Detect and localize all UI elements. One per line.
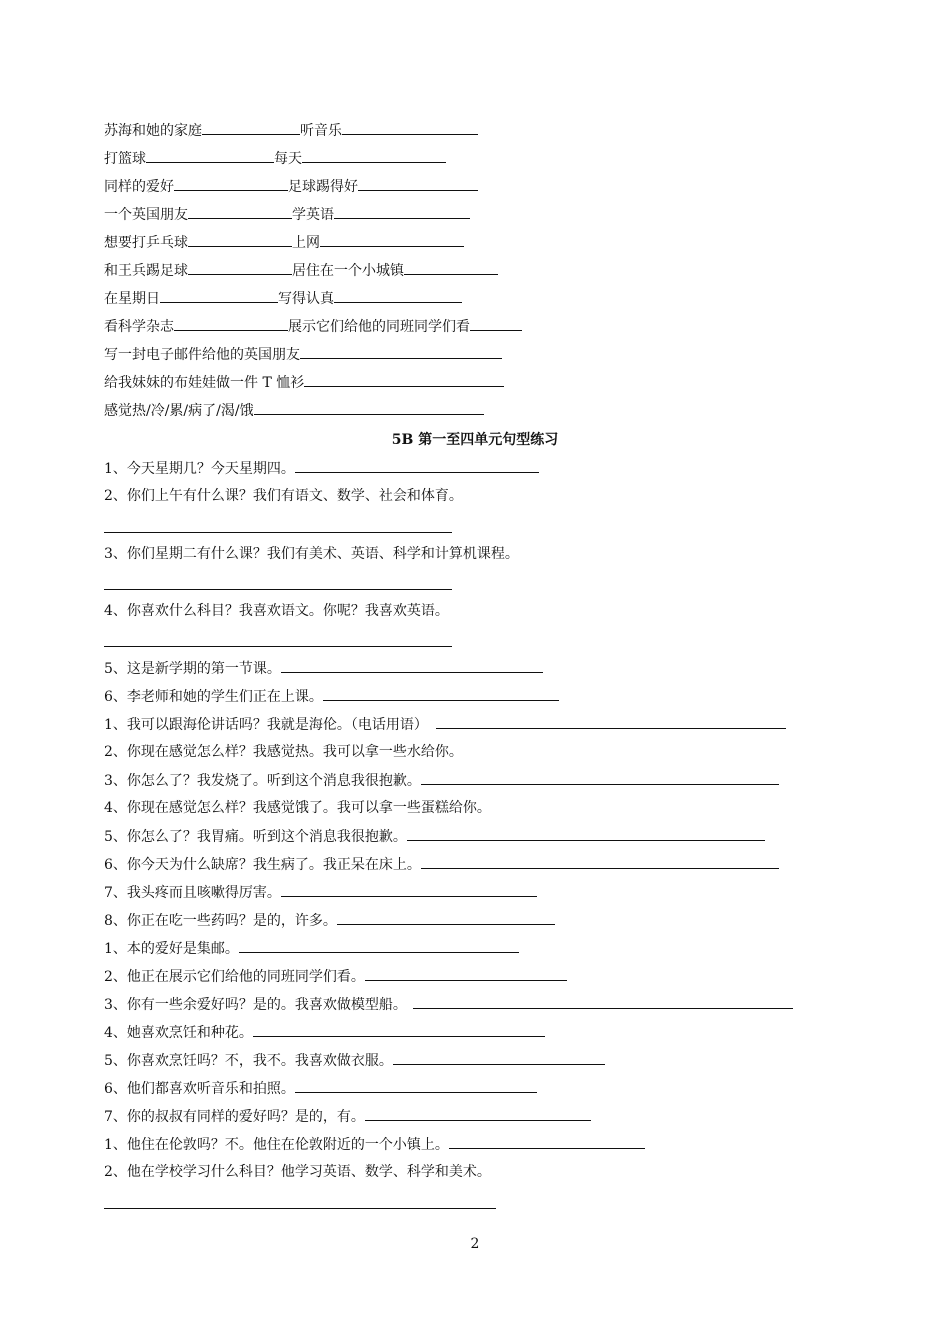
sentence-item xyxy=(104,994,793,1015)
answer-blank[interactable] xyxy=(295,1078,537,1093)
answer-blank[interactable] xyxy=(146,148,274,163)
sentence-text: 1、我可以跟海伦讲话吗？我就是海伦。（电话用语） xyxy=(104,717,428,733)
answer-blank[interactable] xyxy=(320,232,464,247)
answer-blank[interactable] xyxy=(300,344,502,359)
phrase-text: 居住在一个小城镇 xyxy=(292,263,404,279)
phrase-row xyxy=(104,204,470,225)
phrase-text: 上网 xyxy=(292,235,320,251)
sentence-text: 5、你怎么了？我胃痛。听到这个消息我很抱歉。 xyxy=(104,829,407,845)
sentence-text: 6、你今天为什么缺席？我生病了。我正呆在床上。 xyxy=(104,857,421,873)
phrase-text: 和王兵踢足球 xyxy=(104,263,188,279)
sentence-text: 2、他在学校学习什么科目？他学习英语、数学、科学和美术。 xyxy=(104,1164,491,1180)
sentence-item xyxy=(104,658,543,679)
answer-blank[interactable] xyxy=(358,176,478,191)
sentence-text: 7、我头疼而且咳嗽得厉害。 xyxy=(104,885,281,901)
sentence-item xyxy=(104,742,463,762)
answer-line[interactable] xyxy=(104,589,452,590)
answer-blank[interactable] xyxy=(323,686,559,701)
answer-blank[interactable] xyxy=(174,316,288,331)
phrase-row xyxy=(104,148,446,169)
sentence-text: 3、你有一些余爱好吗？是的。我喜欢做模型船。 xyxy=(104,997,407,1013)
sentence-text: 1、本的爱好是集邮。 xyxy=(104,941,239,957)
sentence-item xyxy=(104,770,779,791)
answer-blank[interactable] xyxy=(302,148,446,163)
sentence-item xyxy=(104,544,519,564)
answer-blank[interactable] xyxy=(188,260,292,275)
sentence-text: 3、你们星期二有什么课？我们有美术、英语、科学和计算机课程。 xyxy=(104,546,519,562)
sentence-text: 6、李老师和她的学生们正在上课。 xyxy=(104,689,323,705)
sentence-item xyxy=(104,1162,491,1182)
phrase-text: 每天 xyxy=(274,151,302,167)
phrase-text: 听音乐 xyxy=(300,123,342,139)
answer-blank[interactable] xyxy=(174,176,288,191)
phrase-row xyxy=(104,344,502,365)
answer-blank[interactable] xyxy=(334,288,462,303)
phrase-text: 看科学杂志 xyxy=(104,319,174,335)
sentence-text: 2、你现在感觉怎么样？我感觉热。我可以拿一些水给你。 xyxy=(104,744,463,760)
sentence-item xyxy=(104,601,449,621)
answer-blank[interactable] xyxy=(239,938,519,953)
sentence-text: 8、你正在吃一些药吗？是的，许多。 xyxy=(104,913,337,929)
phrase-row xyxy=(104,372,504,393)
answer-blank[interactable] xyxy=(281,658,543,673)
answer-blank[interactable] xyxy=(295,458,539,473)
answer-blank[interactable] xyxy=(470,316,522,331)
sentence-text: 5、你喜欢烹饪吗？不，我不。我喜欢做衣服。 xyxy=(104,1053,393,1069)
sentence-item xyxy=(104,938,519,959)
section-title: 5B 第一至四单元句型练习 xyxy=(391,432,559,448)
phrase-row xyxy=(104,260,498,281)
phrase-row xyxy=(104,120,478,141)
sentence-item xyxy=(104,966,567,987)
answer-blank[interactable] xyxy=(253,1022,545,1037)
phrase-row xyxy=(104,176,478,197)
sentence-item xyxy=(104,798,491,818)
answer-blank[interactable] xyxy=(421,770,779,785)
answer-blank[interactable] xyxy=(436,714,786,729)
sentence-item xyxy=(104,854,779,875)
answer-blank[interactable] xyxy=(449,1134,645,1149)
sentence-item xyxy=(104,910,555,931)
sentence-item xyxy=(104,1134,645,1155)
answer-blank[interactable] xyxy=(188,204,292,219)
phrase-text: 想要打乒乓球 xyxy=(104,235,188,251)
sentence-item xyxy=(104,1106,591,1127)
sentence-item xyxy=(104,458,539,479)
answer-blank[interactable] xyxy=(342,120,478,135)
sentence-item xyxy=(104,1078,537,1099)
sentence-item xyxy=(104,486,463,506)
sentence-item xyxy=(104,686,559,707)
answer-blank[interactable] xyxy=(421,854,779,869)
sentence-item xyxy=(104,882,537,903)
phrase-text: 写得认真 xyxy=(278,291,334,307)
answer-blank[interactable] xyxy=(413,994,793,1009)
phrase-row xyxy=(104,288,462,309)
sentence-text: 7、你的叔叔有同样的爱好吗？是的，有。 xyxy=(104,1109,365,1125)
phrase-text: 苏海和她的家庭 xyxy=(104,123,202,139)
answer-blank[interactable] xyxy=(188,232,292,247)
answer-line[interactable] xyxy=(104,646,452,647)
phrase-text: 在星期日 xyxy=(104,291,160,307)
sentence-item xyxy=(104,1022,545,1043)
phrase-text: 写一封电子邮件给他的英国朋友 xyxy=(104,347,300,363)
phrase-row xyxy=(104,316,522,337)
answer-blank[interactable] xyxy=(365,966,567,981)
answer-blank[interactable] xyxy=(365,1106,591,1121)
answer-blank[interactable] xyxy=(404,260,498,275)
sentence-text: 1、今天星期几？今天星期四。 xyxy=(104,461,295,477)
answer-line[interactable] xyxy=(104,532,452,533)
phrase-text: 打篮球 xyxy=(104,151,146,167)
sentence-text: 4、你喜欢什么科目？我喜欢语文。你呢？我喜欢英语。 xyxy=(104,603,449,619)
phrase-row xyxy=(104,400,484,421)
page-number: 2 xyxy=(470,1236,480,1252)
phrase-text: 感觉热/冷/累/病了/渴/饿 xyxy=(104,403,254,419)
sentence-text: 3、你怎么了？我发烧了。听到这个消息我很抱歉。 xyxy=(104,773,421,789)
phrase-text: 学英语 xyxy=(292,207,334,223)
sentence-text: 5、这是新学期的第一节课。 xyxy=(104,661,281,677)
sentence-item xyxy=(104,714,786,735)
answer-line[interactable] xyxy=(104,1208,496,1209)
phrase-text: 同样的爱好 xyxy=(104,179,174,195)
answer-blank[interactable] xyxy=(202,120,300,135)
sentence-text: 4、她喜欢烹饪和种花。 xyxy=(104,1025,253,1041)
answer-blank[interactable] xyxy=(281,882,537,897)
sentence-item xyxy=(104,1050,605,1071)
sentence-text: 2、你们上午有什么课？我们有语文、数学、社会和体育。 xyxy=(104,488,463,504)
answer-blank[interactable] xyxy=(393,1050,605,1065)
sentence-text: 6、他们都喜欢听音乐和拍照。 xyxy=(104,1081,295,1097)
answer-blank[interactable] xyxy=(160,288,278,303)
phrase-row xyxy=(104,232,464,253)
answer-blank[interactable] xyxy=(407,826,765,841)
sentence-text: 4、你现在感觉怎么样？我感觉饿了。我可以拿一些蛋糕给你。 xyxy=(104,800,491,816)
answer-blank[interactable] xyxy=(334,204,470,219)
sentence-text: 1、他住在伦敦吗？不。他住在伦敦附近的一个小镇上。 xyxy=(104,1137,449,1153)
sentence-item xyxy=(104,826,765,847)
phrase-text: 一个英国朋友 xyxy=(104,207,188,223)
answer-blank[interactable] xyxy=(304,372,504,387)
answer-blank[interactable] xyxy=(254,400,484,415)
answer-blank[interactable] xyxy=(337,910,555,925)
sentence-text: 2、他正在展示它们给他的同班同学们看。 xyxy=(104,969,365,985)
phrase-text: 给我妹妹的布娃娃做一件 T 恤衫 xyxy=(104,375,305,391)
phrase-text: 足球踢得好 xyxy=(288,179,358,195)
phrase-text: 展示它们给他的同班同学们看 xyxy=(288,319,470,335)
